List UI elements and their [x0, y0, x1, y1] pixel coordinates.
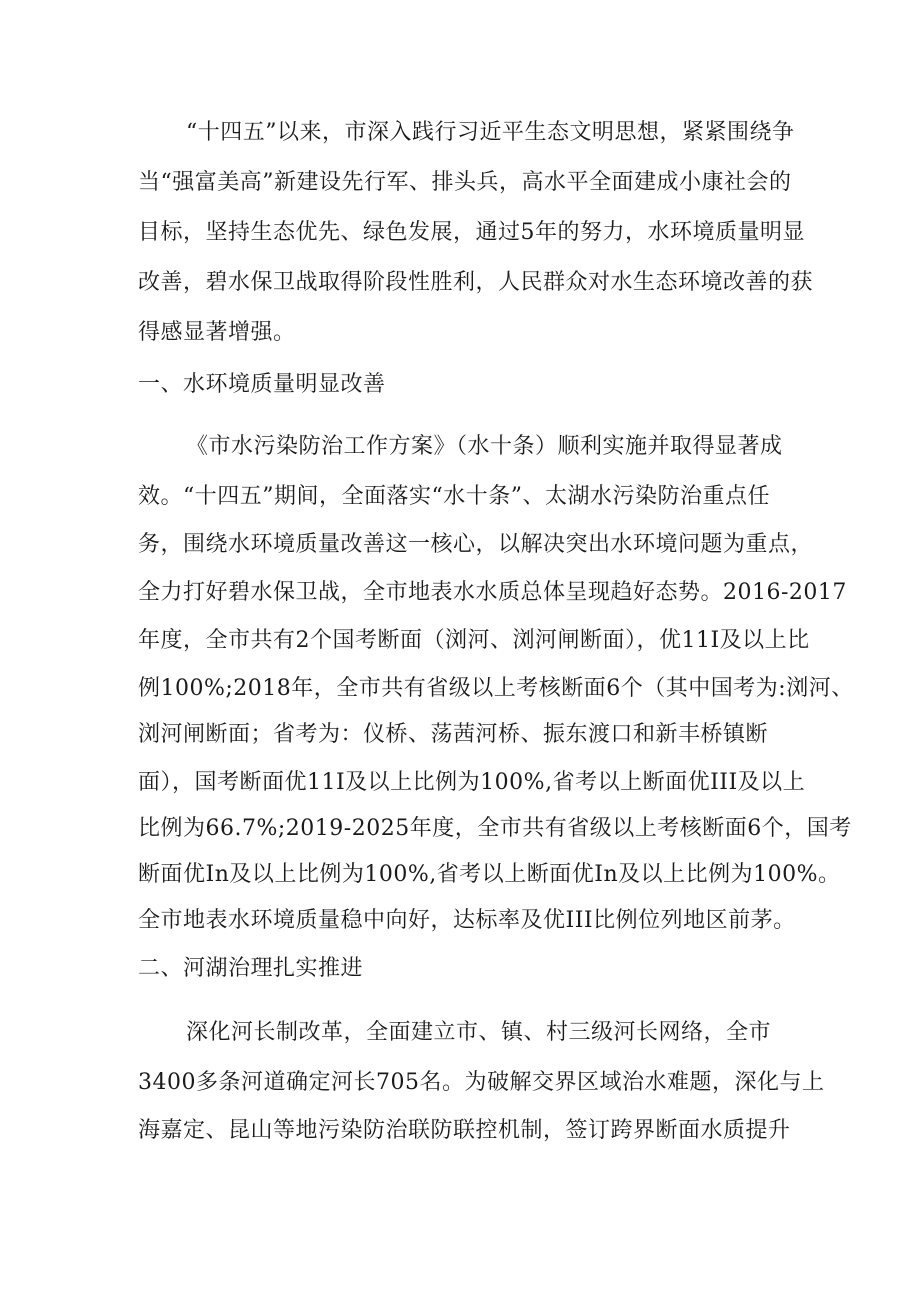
intro-line: 当“强富美高”新建设先行军、排头兵，高水平全面建成小康社会的 [138, 170, 792, 195]
intro-line: 改善，碧水保卫战取得阶段性胜利，人民群众对水生态环境改善的获 [138, 270, 814, 295]
intro-line: “十四五”以来，市深入践行习近平生态文明思想，紧紧围绕争 [186, 120, 795, 145]
section-heading-2: 二、河湖治理扎实推进 [138, 956, 364, 981]
section-heading-1: 一、水环境质量明显改善 [138, 372, 386, 397]
intro-line: 得感显著增强。 [138, 320, 296, 345]
section1-line: 断面优In及以上比例为100%,省考以上断面优In及以上比例为100%。 [138, 862, 841, 887]
section1-line: 务，围绕水环境质量改善这一核心，以解决突出水环境问题为重点， [138, 532, 814, 557]
section1-line: 浏河闸断面；省考为：仪桥、荡茜河桥、振东渡口和新丰桥镇断 [138, 722, 769, 747]
section1-line: 效。“十四五”期间，全面落实“水十条”、太湖水污染防治重点任 [138, 484, 770, 509]
section2-line: 深化河长制改革，全面建立市、镇、村三级河长网络，全市 [186, 1020, 772, 1045]
section1-line: 《市水污染防治工作方案》（水十条）顺利实施并取得显著成 [186, 434, 783, 459]
section2-line: 3400多条河道确定河长705名。为破解交界区域治水难题，深化与上 [138, 1070, 825, 1095]
section1-line: 例100%;2018年，全市共有省级以上考核断面6个（其中国考为:浏河、 [138, 676, 854, 701]
section2-line: 海嘉定、昆山等地污染防治联防联控机制，签订跨界断面水质提升 [138, 1118, 791, 1143]
section1-line: 全力打好碧水保卫战，全市地表水水质总体呈现趋好态势。2016-2017 [138, 580, 847, 605]
section1-line: 全市地表水环境质量稳中向好，达标率及优III比例位列地区前茅。 [138, 908, 796, 933]
section1-line: 比例为66.7%;2019-2025年度，全市共有省级以上考核断面6个，国考 [138, 816, 852, 841]
intro-line: 目标，坚持生态优先、绿色发展，通过5年的努力，水环境质量明显 [138, 220, 805, 245]
section1-line: 面），国考断面优11I及以上比例为100%,省考以上断面优III及以上 [138, 770, 806, 795]
section1-line: 年度，全市共有2个国考断面（浏河、浏河闸断面），优11I及以上比 [138, 628, 810, 653]
